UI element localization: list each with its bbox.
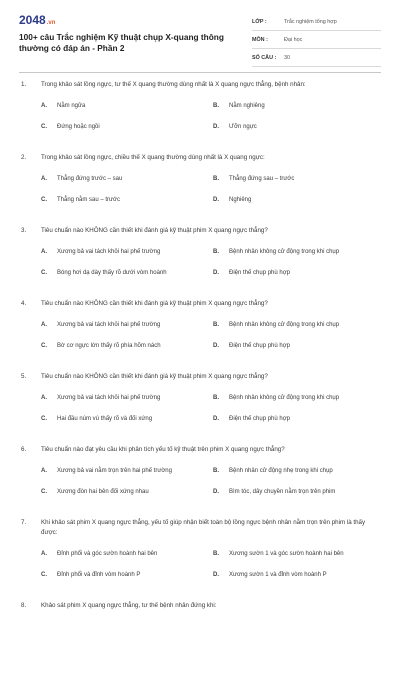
option-text: Bóng hơi dạ dày thấy rõ dưới vòm hoành bbox=[57, 270, 167, 276]
question-number: 2. bbox=[21, 154, 27, 161]
option-row bbox=[0, 190, 400, 211]
option-letter: A. bbox=[41, 249, 47, 255]
option-c[interactable] bbox=[0, 197, 213, 203]
question-4 bbox=[0, 299, 400, 372]
option-text: Thẳng đứng sau – trước bbox=[229, 176, 295, 182]
option-row bbox=[0, 117, 400, 138]
option-letter: B. bbox=[213, 550, 219, 557]
option-text: Xương bả vai tách khỏi hai phế trường bbox=[57, 249, 161, 255]
site-logo[interactable]: 2048.vn bbox=[19, 13, 56, 27]
option-text: Đứng hoặc ngồi bbox=[57, 124, 100, 130]
document-title: 100+ câu Trắc nghiệm Kỹ thuật chụp X-quang thông thường có đáp án - Phần 2 bbox=[19, 32, 224, 53]
option-text: Thẳng đứng trước – sau bbox=[57, 176, 123, 182]
option-text: Nằm ngửa bbox=[57, 103, 86, 109]
question-3 bbox=[0, 226, 400, 299]
question-text: 8. Khảo sát phim X quang ngực thẳng, tư thế bệnh nhân đứng khi: bbox=[21, 602, 217, 609]
option-row bbox=[0, 409, 400, 430]
option-c[interactable] bbox=[0, 489, 213, 495]
option-text: Bệnh nhân cử động nhẹ trong khi chụp bbox=[229, 468, 333, 474]
option-b[interactable] bbox=[213, 176, 382, 182]
option-b[interactable] bbox=[213, 322, 382, 328]
option-letter: B. bbox=[213, 103, 219, 109]
question-text: 6. Tiêu chuẩn nào đạt yêu cầu khi phân tích yếu tố kỹ thuật trên phim X quang ngực thẳng? bbox=[21, 446, 285, 453]
option-b[interactable] bbox=[213, 468, 382, 474]
question-number: 8. bbox=[21, 602, 27, 609]
question-text: 1. Trong khảo sát lồng ngực, tư thế X quang thường dùng nhất là X quang ngực thẳng, bệnh nhân: bbox=[21, 81, 306, 88]
option-row bbox=[0, 461, 400, 482]
option-b[interactable] bbox=[213, 249, 382, 255]
option-text: Xương bả vai nằm trọn trên hai phế trường bbox=[57, 468, 172, 474]
option-row bbox=[0, 388, 400, 409]
meta-table bbox=[252, 13, 381, 67]
option-letter: A. bbox=[41, 103, 47, 109]
option-letter: A. bbox=[41, 322, 47, 328]
question-number: 7. bbox=[21, 519, 27, 526]
option-row bbox=[0, 315, 400, 336]
question-6 bbox=[0, 445, 400, 518]
question-2 bbox=[0, 153, 400, 226]
question-number: 5. bbox=[21, 373, 27, 380]
option-letter: C. bbox=[41, 124, 47, 130]
option-row bbox=[0, 169, 400, 190]
option-letter: C. bbox=[41, 197, 47, 203]
option-c[interactable] bbox=[0, 270, 213, 276]
option-text: Nằm nghiêng bbox=[229, 103, 265, 109]
option-text: Điện thế chụp phù hợp bbox=[229, 343, 290, 349]
meta-row-subject bbox=[252, 31, 381, 49]
option-letter: A. bbox=[41, 395, 47, 401]
option-row bbox=[0, 242, 400, 263]
meta-label: MÔN : bbox=[252, 36, 268, 43]
question-text: 2. Trong khảo sát lồng ngực, chiều thế X quang thường dùng nhất là X quang ngực: bbox=[21, 154, 265, 161]
option-letter: A. bbox=[41, 468, 47, 474]
option-text: Xương bả vai tách khỏi hai phế trường bbox=[57, 322, 161, 328]
option-text: Xương bả vai tách khỏi hai phế trường bbox=[57, 395, 161, 401]
meta-value: Trắc nghiệm tổng hợp bbox=[284, 18, 337, 25]
option-d[interactable] bbox=[213, 124, 382, 130]
option-text: Bệnh nhân không cử động trong khi chụp bbox=[229, 322, 340, 328]
option-text: Bệnh nhân không cử động trong khi chụp bbox=[229, 395, 340, 401]
option-letter: C. bbox=[41, 489, 47, 495]
option-text: Bờ cơ ngực lớn thấy rõ phía hõm nách bbox=[57, 343, 161, 349]
question-7 bbox=[0, 518, 400, 601]
option-letter: D. bbox=[213, 197, 219, 203]
option-b[interactable] bbox=[213, 395, 382, 401]
option-letter: D. bbox=[213, 416, 219, 422]
option-d[interactable] bbox=[213, 489, 382, 495]
option-text: Điện thế chụp phù hợp bbox=[229, 416, 290, 422]
option-letter: B. bbox=[213, 468, 219, 474]
meta-row-class bbox=[252, 13, 381, 31]
option-text: Xương đòn hai bên đối xứng nhau bbox=[57, 489, 149, 495]
question-text: 4. Tiêu chuẩn nào KHÔNG cần thiết khi đánh giá kỹ thuật phim X quang ngực thẳng? bbox=[21, 300, 268, 307]
option-d[interactable] bbox=[213, 270, 382, 276]
option-d[interactable] bbox=[213, 343, 382, 349]
option-text: Bìm tóc, dây chuyền nằm trọn trên phim bbox=[229, 489, 336, 495]
option-a[interactable] bbox=[0, 176, 213, 182]
meta-label: SỐ CÂU : bbox=[252, 54, 277, 61]
option-text: Nghiêng bbox=[229, 197, 252, 203]
option-d[interactable] bbox=[213, 197, 382, 203]
option-a[interactable] bbox=[0, 103, 213, 109]
meta-value: 30 bbox=[284, 54, 290, 61]
option-text: Xương sườn 1 và đỉnh vòm hoành P bbox=[229, 571, 327, 578]
option-letter: B. bbox=[213, 395, 219, 401]
question-8 bbox=[0, 601, 400, 674]
option-letter: B. bbox=[213, 249, 219, 255]
document-header bbox=[0, 0, 400, 66]
option-text: Thẳng nằm sau – trước bbox=[57, 197, 120, 203]
option-c[interactable] bbox=[0, 124, 213, 130]
meta-value: Đại học bbox=[284, 36, 303, 43]
option-letter: C. bbox=[41, 343, 47, 349]
option-b[interactable] bbox=[213, 551, 382, 557]
option-text: Điện thế chụp phù hợp bbox=[229, 270, 290, 276]
option-d[interactable] bbox=[213, 416, 382, 422]
option-a[interactable] bbox=[0, 395, 213, 401]
option-letter: C. bbox=[41, 270, 47, 276]
option-text: Hai đầu núm vú thấy rõ và đối xứng bbox=[57, 416, 153, 422]
option-letter: D. bbox=[213, 343, 219, 349]
option-text: Xương sườn 1 và góc sườn hoành hai bên bbox=[229, 550, 344, 557]
option-letter: D. bbox=[213, 571, 219, 578]
option-row bbox=[0, 336, 400, 357]
option-letter: B. bbox=[213, 322, 219, 328]
option-c[interactable] bbox=[0, 572, 213, 578]
option-letter: A. bbox=[41, 550, 47, 557]
option-letter: C. bbox=[41, 571, 47, 578]
question-number: 3. bbox=[21, 227, 27, 234]
option-row bbox=[0, 543, 400, 564]
option-d[interactable] bbox=[213, 572, 382, 578]
question-text: 7. Khi khảo sát phim X quang ngực thẳng, yếu tố giúp nhận biết toàn bộ lồng ngực bệnh nhân nằm trọn trên phim là thấy được: bbox=[21, 519, 366, 536]
option-letter: B. bbox=[213, 176, 219, 182]
option-letter: C. bbox=[41, 416, 47, 422]
question-list bbox=[0, 80, 400, 674]
question-text: 5. Tiêu chuẩn nào KHÔNG cần thiết khi đánh giá kỹ thuật phim X quang ngực thẳng? bbox=[21, 373, 268, 380]
question-text: 3. Tiêu chuẩn nào KHÔNG cần thiết khi đánh giá kỹ thuật phim X quang ngực thẳng? bbox=[21, 227, 268, 234]
question-5 bbox=[0, 372, 400, 445]
header-divider bbox=[19, 72, 381, 73]
option-row bbox=[0, 482, 400, 503]
meta-label: LỚP : bbox=[252, 18, 267, 25]
option-c[interactable] bbox=[0, 416, 213, 422]
option-text: Đỉnh phổi và đỉnh vòm hoành P bbox=[57, 571, 141, 578]
question-number: 1. bbox=[21, 81, 27, 88]
option-letter: D. bbox=[213, 489, 219, 495]
option-letter: D. bbox=[213, 124, 219, 130]
question-number: 6. bbox=[21, 446, 27, 453]
question-1 bbox=[0, 80, 400, 153]
option-row bbox=[0, 263, 400, 284]
option-a[interactable] bbox=[0, 322, 213, 328]
option-letter: D. bbox=[213, 270, 219, 276]
option-letter: A. bbox=[41, 176, 47, 182]
question-number: 4. bbox=[21, 300, 27, 307]
option-a[interactable] bbox=[0, 249, 213, 255]
option-text: Bệnh nhân không cử động trong khi chụp bbox=[229, 249, 340, 255]
option-row bbox=[0, 564, 400, 585]
option-row bbox=[0, 96, 400, 117]
option-c[interactable] bbox=[0, 343, 213, 349]
option-text: Đỉnh phổi và góc sườn hoành hai bên bbox=[57, 550, 158, 557]
meta-row-count bbox=[252, 49, 381, 67]
option-a[interactable] bbox=[0, 468, 213, 474]
option-a[interactable] bbox=[0, 551, 213, 557]
option-text: Ưỡn ngực bbox=[229, 124, 257, 130]
option-b[interactable] bbox=[213, 103, 382, 109]
